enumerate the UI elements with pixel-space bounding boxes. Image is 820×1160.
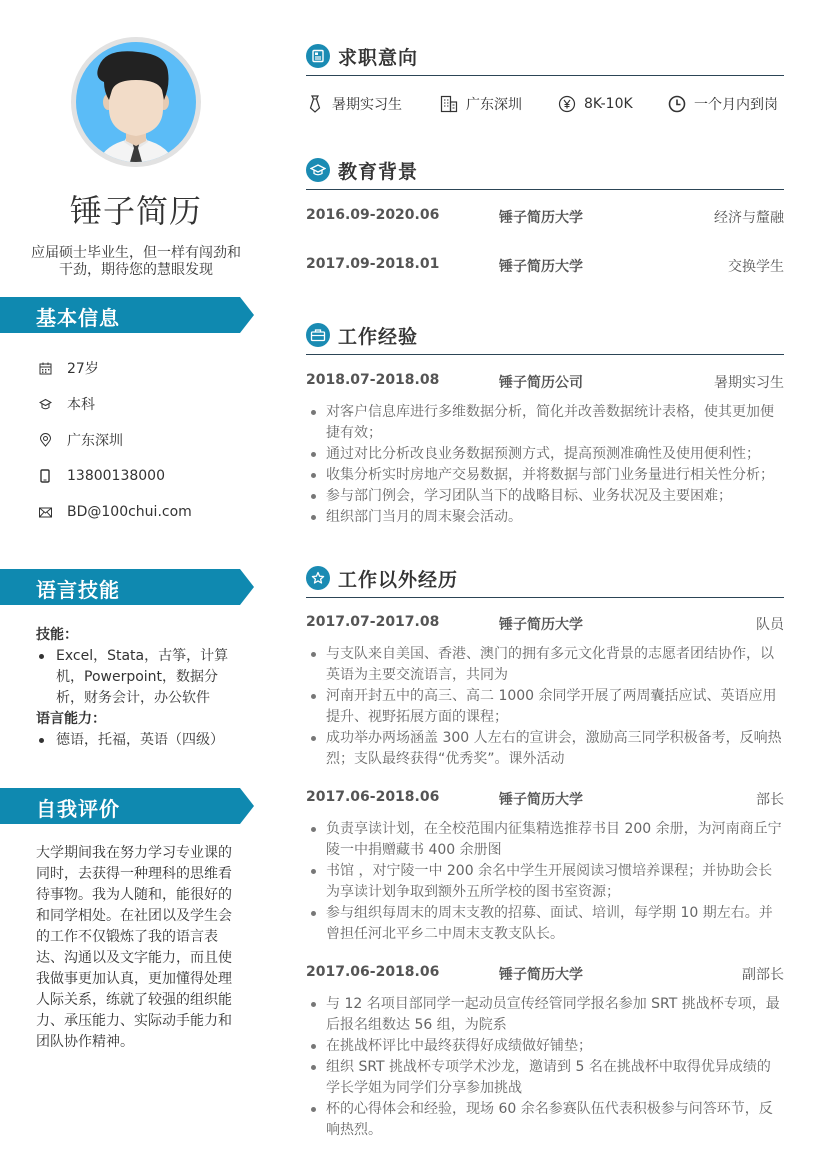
self-evaluation-title: 自我评价	[36, 797, 120, 821]
intent-city	[440, 94, 558, 114]
info-location-text: 广东深圳	[67, 433, 123, 449]
language-skills-title: 语言技能	[36, 578, 120, 602]
work-role: 暑期实习生	[714, 375, 784, 391]
list-item: 收集分析实时房地产交易数据，并将数据与部门业务量进行相关性分析；	[306, 465, 784, 486]
profile-name: 锤子简历	[69, 192, 202, 230]
intent-salary	[558, 94, 668, 114]
education-entry	[306, 207, 784, 227]
skills-label: 技能：	[36, 627, 78, 643]
sidebar	[0, 0, 260, 1160]
info-email	[38, 494, 192, 530]
info-email-text: BD@100chui.com	[67, 504, 192, 520]
work-bullets	[306, 402, 784, 528]
list-item: 组织部门当月的周末聚会活动。	[306, 507, 784, 528]
graduation-cap-icon	[38, 397, 52, 411]
entry-role: 部长	[756, 792, 784, 808]
entry-date: 2017.07-2017.08	[306, 614, 440, 630]
education-school: 锤子简历大学	[499, 259, 583, 275]
education-major: 交换学生	[728, 259, 784, 275]
list-item: 负责享读计划，在全校范围内征集精选推荐书目 200 余册，为河南商丘宁陵一中捐赠藏书 400 余册图	[306, 819, 784, 861]
info-age	[38, 350, 192, 386]
skills-list	[36, 646, 236, 709]
briefcase-icon	[306, 323, 330, 347]
list-item: 河南开封五中的高三、高二 1000 余同学开展了两周囊括应试、英语应用提升、视野拓展方面的课程；	[306, 686, 784, 728]
extracurricular-title: 工作以外经历	[338, 569, 459, 591]
entry-org: 锤子简历大学	[499, 617, 583, 633]
info-phone-text: 13800138000	[67, 468, 165, 484]
list-item: 组织 SRT 挑战杯专项学术沙龙，邀请到 5 名在挑战杯中取得优异成绩的学长学姐为同学们分享参加挑战	[306, 1057, 784, 1099]
list-item: 杯的心得体会和经验，现场 60 余名参赛队伍代表积极参与问答环节，反响热烈。	[306, 1099, 784, 1141]
info-location	[38, 422, 192, 458]
skills-block	[36, 625, 236, 751]
mail-icon	[38, 505, 52, 519]
language-item: 德语，托福，英语（四级）	[36, 730, 236, 751]
education-school: 锤子简历大学	[499, 210, 583, 226]
self-evaluation-text: 大学期间我在努力学习专业课的同时，去获得一种理科的思维看待事物。我为人随和，能很好的和同学相处。在社团以及学生会的工作不仅锻炼了我的语言表达、沟通以及文字能力，而且使我做事更加认真，更加懂得处理人际关系，练就了较强的组织能力、承压能力、实际动手能力和团队协作精神。	[36, 845, 232, 1050]
work-title: 工作经验	[338, 326, 419, 348]
extracurricular-entry	[306, 964, 784, 984]
entry-role: 副部长	[742, 967, 784, 983]
work-company: 锤子简历公司	[499, 375, 583, 391]
avatar	[71, 37, 201, 167]
info-degree-text: 本科	[67, 397, 95, 413]
list-item: 参与部门例会，学习团队当下的战略目标、业务状况及主要困难；	[306, 486, 784, 507]
job-intent-title: 求职意向	[338, 47, 419, 69]
language-list	[36, 730, 236, 751]
star-icon	[306, 566, 330, 590]
graduation-cap-icon	[306, 158, 330, 182]
education-title: 教育背景	[338, 161, 419, 183]
extracurricular-bullets	[306, 994, 784, 1141]
resume-icon	[306, 44, 330, 68]
list-item: 参与组织每周末的周末支教的招募、面试、培训，每学期 10 期左右。并曾担任河北平乡二中周末支教支队长。	[306, 903, 784, 945]
entry-role: 队员	[756, 617, 784, 633]
work-date: 2018.07-2018.08	[306, 372, 440, 388]
extracurricular-bullets	[306, 644, 784, 770]
work-entry	[306, 372, 784, 392]
location-pin-icon	[38, 433, 52, 447]
entry-org: 锤子简历大学	[499, 792, 583, 808]
extracurricular-header	[306, 562, 784, 598]
info-phone	[38, 458, 192, 494]
entry-org: 锤子简历大学	[499, 967, 583, 983]
education-entry	[306, 256, 784, 276]
intent-position-text: 暑期实习生	[332, 97, 402, 113]
phone-icon	[38, 469, 52, 483]
job-intent-row	[306, 94, 784, 114]
language-skills-banner	[0, 569, 254, 605]
list-item: 书馆 ，对宁陵一中 200 余名中学生开展阅读习惯培养课程；并协助会长为享读计划争取到额外五所学校的图书室资源；	[306, 861, 784, 903]
info-degree	[38, 386, 192, 422]
list-item: 成功举办两场涵盖 300 人左右的宣讲会，激励高三同学积极备考，反响热烈；支队最终获得“优秀奖”。课外活动	[306, 728, 784, 770]
list-item: 通过对比分析改良业务数据预测方式，提高预测准确性及使用便利性；	[306, 444, 784, 465]
entry-date: 2017.06-2018.06	[306, 789, 440, 805]
education-header	[306, 154, 784, 190]
self-evaluation-banner	[0, 788, 254, 824]
education-date: 2016.09-2020.06	[306, 207, 440, 223]
intent-salary-text: 8K-10K	[584, 96, 633, 112]
education-major: 经济与釐融	[714, 210, 784, 226]
intent-position	[306, 94, 440, 114]
profile-motto: 应届硕士毕业生，但一样有闯劲和干劲，期待您的慧眼发现	[31, 245, 241, 278]
job-intent-header	[306, 40, 784, 76]
basic-info-title: 基本信息	[36, 306, 120, 330]
extracurricular-bullets	[306, 819, 784, 945]
list-item: 与支队来自美国、香港、澳门的拥有多元文化背景的志愿者团结协作，以英语为主要交流语言，共同为	[306, 644, 784, 686]
list-item: 与 12 名项目部同学一起动员宣传经管同学报名参加 SRT 挑战杯专项，最后报名组数达 56 组，为院系	[306, 994, 784, 1036]
extracurricular-entry	[306, 614, 784, 634]
tie-icon	[306, 95, 324, 113]
intent-availability-text: 一个月内到岗	[694, 97, 778, 113]
avatar-illustration	[76, 42, 196, 162]
calendar-icon	[38, 361, 52, 375]
info-age-text: 27岁	[67, 361, 99, 377]
list-item: 在挑战杯评比中最终获得好成绩做好铺垫；	[306, 1036, 784, 1057]
extracurricular-entry	[306, 789, 784, 809]
list-item: 对客户信息库进行多维数据分析，简化并改善数据统计表格，使其更加便捷有效；	[306, 402, 784, 444]
basic-info-banner	[0, 297, 254, 333]
work-header	[306, 319, 784, 355]
basic-info-list	[38, 350, 192, 530]
entry-date: 2017.06-2018.06	[306, 964, 440, 980]
language-label: 语言能力：	[36, 711, 106, 727]
skills-item: Excel，Stata，古筝，计算机，Powerpoint，数据分析，财务会计，办公软件	[36, 646, 236, 709]
yen-icon	[558, 95, 576, 113]
education-date: 2017.09-2018.01	[306, 256, 440, 272]
intent-availability	[668, 94, 778, 114]
intent-city-text: 广东深圳	[466, 97, 522, 113]
clock-icon	[668, 95, 686, 113]
building-icon	[440, 95, 458, 113]
